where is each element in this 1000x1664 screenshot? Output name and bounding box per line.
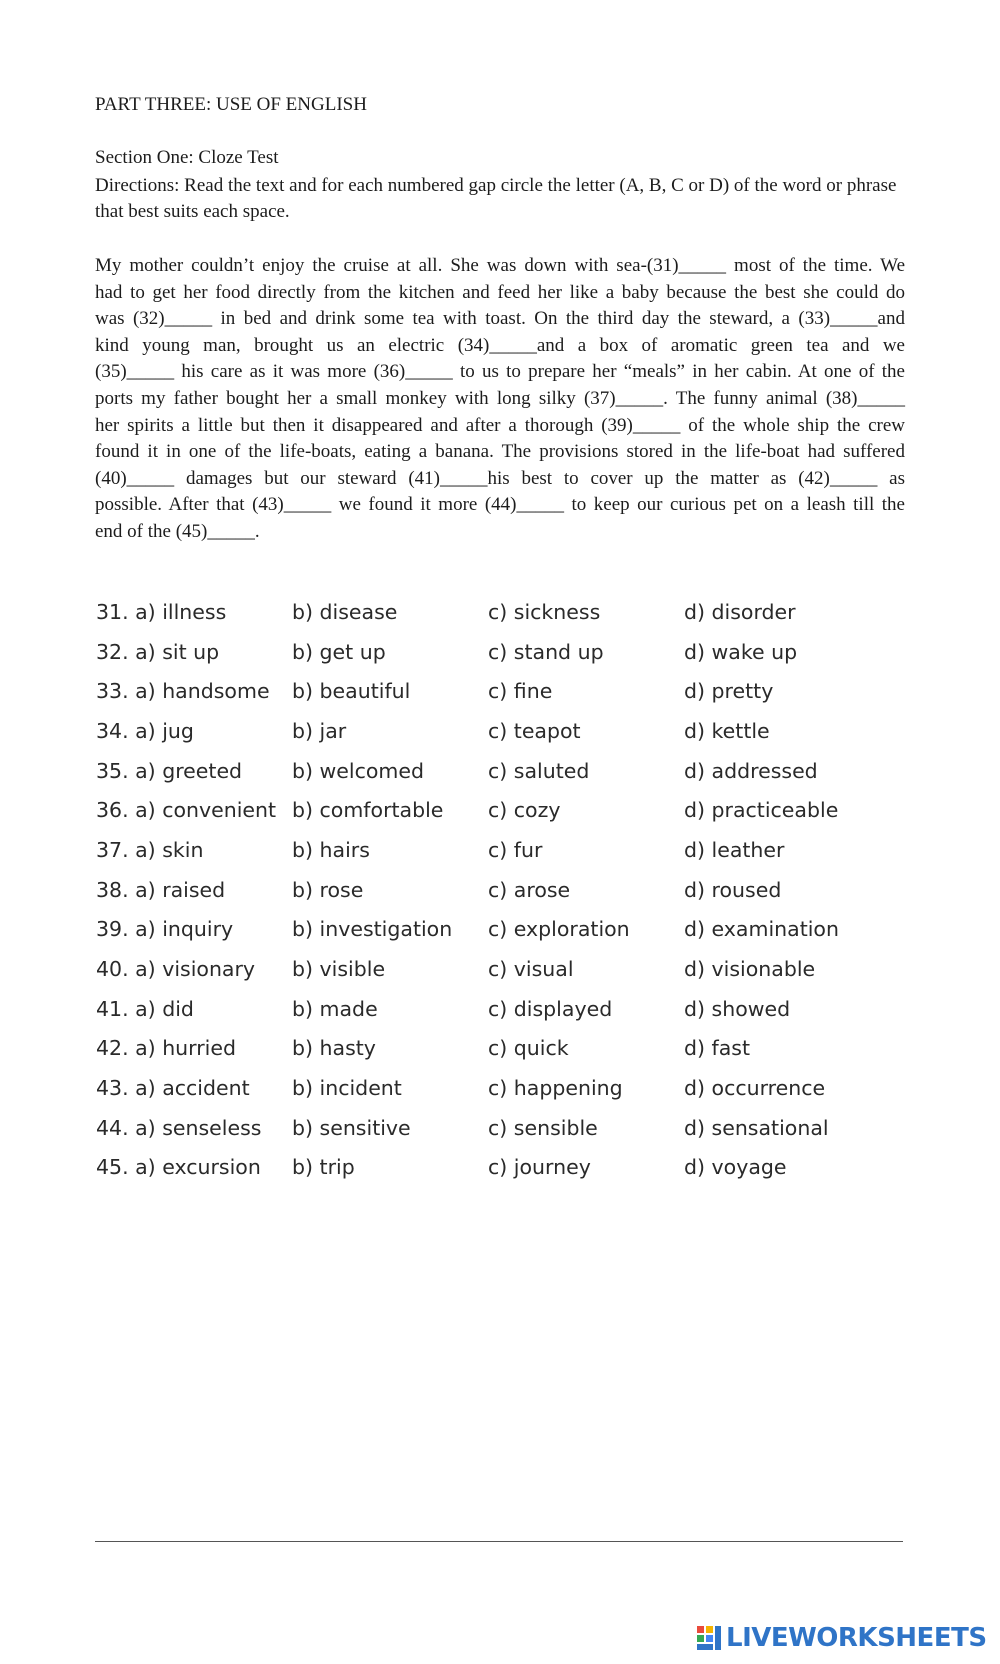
answer-option[interactable]: d) wake up bbox=[684, 639, 798, 664]
answer-option[interactable]: c) cozy bbox=[488, 798, 561, 823]
question-row bbox=[96, 910, 916, 950]
answer-option[interactable]: b) hasty bbox=[292, 1036, 376, 1061]
section-title: Section One: Cloze Test bbox=[95, 147, 279, 168]
answer-option[interactable]: b) disease bbox=[292, 599, 398, 624]
answer-option[interactable]: d) pretty bbox=[684, 679, 774, 704]
passage-line: (40)_____ damages but our steward (41)_____his best to cover up the matter as (42)_____ as bbox=[95, 467, 905, 489]
passage-line: possible. After that (43)_____ we found it more (44)_____ to keep our curious pet on a leash till the bbox=[95, 494, 905, 516]
liveworksheets-logo bbox=[696, 1623, 987, 1653]
directions-text: Directions: Read the text and for each numbered gap circle the letter (A, B, C or D) of the word or phrase that best suits each space. bbox=[95, 175, 897, 222]
answer-option[interactable]: b) rose bbox=[292, 877, 364, 902]
answer-option[interactable]: c) journey bbox=[488, 1155, 591, 1180]
part-title: PART THREE: USE OF ENGLISH bbox=[95, 94, 367, 115]
answer-option[interactable]: b) comfortable bbox=[292, 798, 444, 823]
logo-text: LIVEWORKSHEETS bbox=[726, 1623, 987, 1653]
answer-option[interactable]: 32. a) sit up bbox=[96, 639, 220, 664]
passage-line: found it in one of the life-boats, eating a banana. The provisions stored in the life-boat had suffered bbox=[95, 441, 905, 463]
answer-option[interactable]: c) happening bbox=[488, 1076, 623, 1101]
passage-line: end of the (45)_____. bbox=[95, 520, 260, 542]
answer-option[interactable]: d) occurrence bbox=[684, 1076, 826, 1101]
question-row bbox=[96, 1029, 916, 1069]
answer-option[interactable]: 35. a) greeted bbox=[96, 758, 243, 783]
answer-option[interactable]: 33. a) handsome bbox=[96, 679, 270, 704]
answer-option[interactable]: d) addressed bbox=[684, 758, 818, 783]
answer-option[interactable]: c) fine bbox=[488, 679, 553, 704]
question-row bbox=[96, 1108, 916, 1148]
answer-option[interactable]: c) stand up bbox=[488, 639, 604, 664]
answer-option[interactable]: c) saluted bbox=[488, 758, 590, 783]
answer-option[interactable]: b) welcomed bbox=[292, 758, 425, 783]
answer-option[interactable]: 36. a) convenient bbox=[96, 798, 277, 823]
question-row bbox=[96, 830, 916, 870]
answer-option[interactable]: 38. a) raised bbox=[96, 877, 226, 902]
answer-option[interactable]: b) jar bbox=[292, 718, 347, 743]
answer-option[interactable]: d) roused bbox=[684, 877, 782, 902]
answer-option[interactable]: b) sensitive bbox=[292, 1115, 411, 1140]
passage-line: had to get her food directly from the kitchen and feed her like a baby because the best she could do bbox=[95, 281, 905, 303]
answer-option[interactable]: c) visual bbox=[488, 957, 574, 982]
answer-option[interactable]: 39. a) inquiry bbox=[96, 917, 234, 942]
passage-line: kind young man, brought us an electric (34)_____and a box of aromatic green tea and we bbox=[95, 334, 905, 356]
passage-line: her spirits a little but then it disappeared and after a thorough (39)_____ of the whole ship the crew bbox=[95, 414, 905, 436]
answer-option[interactable]: c) exploration bbox=[488, 917, 630, 942]
answer-option[interactable]: c) teapot bbox=[488, 718, 581, 743]
answer-option[interactable]: 42. a) hurried bbox=[96, 1036, 236, 1061]
passage-line: was (32)_____ in bed and drink some tea with toast. On the third day the steward, a (33)_____and bbox=[95, 308, 905, 330]
answer-option[interactable]: d) fast bbox=[684, 1036, 751, 1061]
answer-option[interactable]: c) sensible bbox=[488, 1115, 598, 1140]
question-row bbox=[96, 949, 916, 989]
answer-option[interactable]: d) sensational bbox=[684, 1115, 829, 1140]
cloze-passage bbox=[95, 253, 905, 546]
question-row bbox=[96, 671, 916, 711]
answer-option[interactable]: d) showed bbox=[684, 996, 791, 1021]
answer-option[interactable]: d) leather bbox=[684, 837, 785, 862]
answer-option[interactable]: b) hairs bbox=[292, 837, 370, 862]
passage-line: My mother couldn’t enjoy the cruise at all. She was down with sea-(31)_____ most of the time. We bbox=[95, 255, 905, 276]
question-row bbox=[96, 790, 916, 830]
question-row bbox=[96, 632, 916, 672]
question-row bbox=[96, 989, 916, 1029]
answer-option[interactable]: b) incident bbox=[292, 1076, 402, 1101]
answer-option[interactable]: b) get up bbox=[292, 639, 386, 664]
answer-option[interactable]: d) visionable bbox=[684, 957, 816, 982]
answer-option[interactable]: d) kettle bbox=[684, 718, 770, 743]
answer-option[interactable]: b) made bbox=[292, 996, 378, 1021]
answer-option[interactable]: d) examination bbox=[684, 917, 839, 942]
question-row bbox=[96, 1068, 916, 1108]
answer-option[interactable]: c) quick bbox=[488, 1036, 569, 1061]
question-row bbox=[96, 592, 916, 632]
answer-option[interactable]: 44. a) senseless bbox=[96, 1115, 262, 1140]
answer-option[interactable]: d) voyage bbox=[684, 1155, 787, 1180]
answer-option[interactable]: c) arose bbox=[488, 877, 571, 902]
passage-line: ports my father bought her a small monkey with long silky (37)_____. The funny animal (38)_____ bbox=[95, 387, 905, 409]
answer-option[interactable]: 45. a) excursion bbox=[96, 1155, 261, 1180]
answer-option[interactable]: b) visible bbox=[292, 957, 386, 982]
liveworksheets-logo-icon bbox=[696, 1624, 722, 1652]
answer-option[interactable]: c) sickness bbox=[488, 599, 601, 624]
answer-option[interactable]: c) fur bbox=[488, 837, 543, 862]
question-row bbox=[96, 1148, 916, 1188]
answer-option[interactable]: 40. a) visionary bbox=[96, 957, 256, 982]
answer-options-list bbox=[96, 592, 916, 1187]
answer-option[interactable]: 43. a) accident bbox=[96, 1076, 250, 1101]
passage-line: (35)_____ his care as it was more (36)_____ to us to prepare her “meals” in her cabin. At one of the bbox=[95, 361, 905, 383]
answer-option[interactable]: b) trip bbox=[292, 1155, 355, 1180]
question-row bbox=[96, 751, 916, 791]
answer-option[interactable]: d) practiceable bbox=[684, 798, 839, 823]
answer-option[interactable]: 37. a) skin bbox=[96, 837, 204, 862]
answer-option[interactable]: b) investigation bbox=[292, 917, 453, 942]
answer-option[interactable]: c) displayed bbox=[488, 996, 613, 1021]
answer-option[interactable]: 31. a) illness bbox=[96, 599, 227, 624]
answer-option[interactable]: 34. a) jug bbox=[96, 718, 194, 743]
answer-option[interactable]: b) beautiful bbox=[292, 679, 411, 704]
footer-divider bbox=[95, 1541, 903, 1542]
answer-option[interactable]: 41. a) did bbox=[96, 996, 194, 1021]
question-row bbox=[96, 711, 916, 751]
answer-option[interactable]: d) disorder bbox=[684, 599, 796, 624]
question-row bbox=[96, 870, 916, 910]
